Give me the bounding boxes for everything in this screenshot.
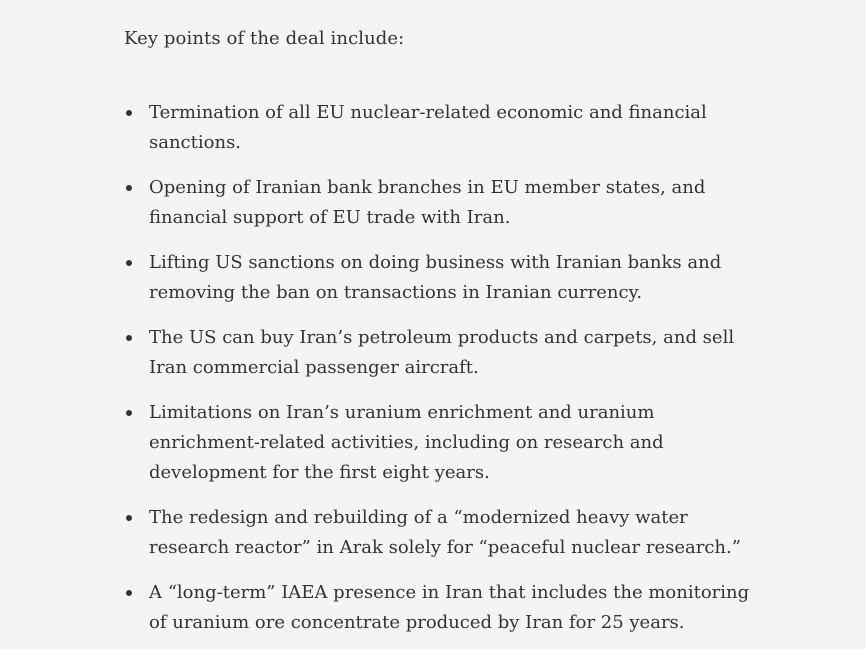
bullet-icon xyxy=(126,110,132,116)
list-item xyxy=(124,323,764,383)
article-body xyxy=(124,26,764,638)
bullet-icon xyxy=(126,515,132,521)
bullet-icon xyxy=(126,335,132,341)
bullet-icon xyxy=(126,185,132,191)
list-item-text: Limitations on Iran’s uranium enrichment and uranium enrichment-related activities, including on research and development for the first eight years. xyxy=(149,402,664,483)
bullet-icon xyxy=(126,590,132,596)
key-points-list xyxy=(124,98,764,638)
list-item xyxy=(124,248,764,308)
list-item xyxy=(124,503,764,563)
list-item xyxy=(124,578,764,638)
list-item xyxy=(124,173,764,233)
list-item xyxy=(124,398,764,488)
list-item xyxy=(124,98,764,158)
list-item-text: The US can buy Iran’s petroleum products and carpets, and sell Iran commercial passenger aircraft. xyxy=(149,327,735,378)
list-item-text: Opening of Iranian bank branches in EU member states, and financial support of EU trade with Iran. xyxy=(149,177,706,228)
intro-paragraph: Key points of the deal include: xyxy=(124,28,405,49)
bullet-icon xyxy=(126,410,132,416)
bullet-icon xyxy=(126,260,132,266)
list-item-text: A “long-term” IAEA presence in Iran that includes the monitoring of uranium ore concentrate produced by Iran for 25 years. xyxy=(149,582,750,633)
list-item-text: Termination of all EU nuclear-related economic and financial sanctions. xyxy=(149,102,707,153)
list-item-text: The redesign and rebuilding of a “modernized heavy water research reactor” in Arak solely for “peaceful nuclear research.” xyxy=(149,507,741,558)
list-item-text: Lifting US sanctions on doing business with Iranian banks and removing the ban on transactions in Iranian currency. xyxy=(149,252,722,303)
